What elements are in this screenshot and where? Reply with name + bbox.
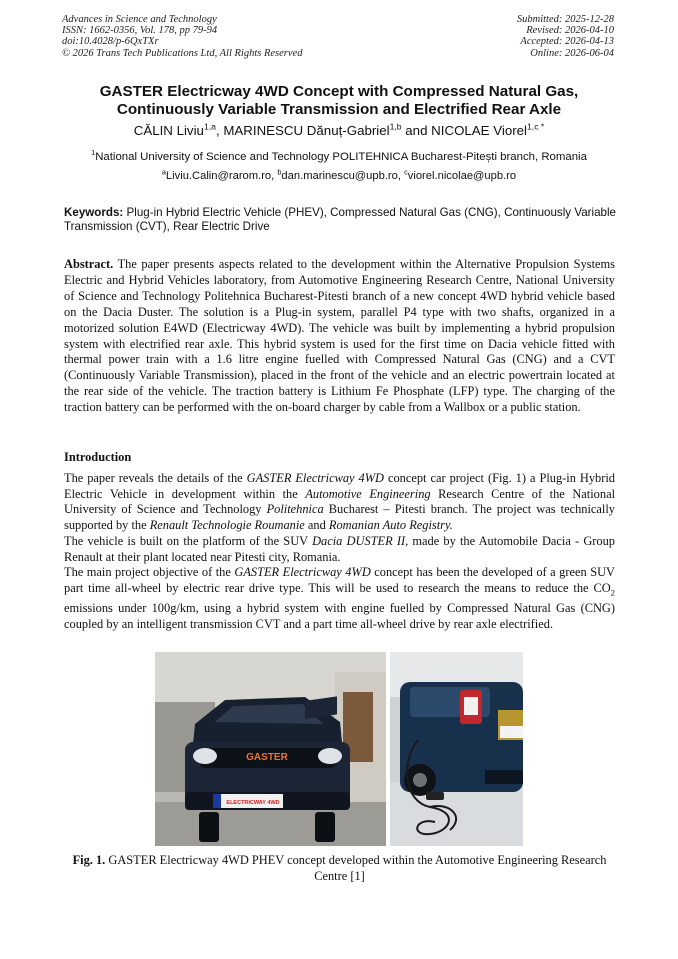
text-run: concept has been the developed of a green SUV part time all-wheel by electric rear drive type. This will be used to research the means to reduce the CO [64,565,615,595]
keywords [64,206,616,234]
italic-run: GASTER Electricway 4WD [234,565,371,580]
subscript: 2 [610,587,615,598]
italic-run: Romanian Auto Registry. [328,518,453,533]
online-date: Online: 2026-06-04 [530,47,614,59]
email-mark-c: c [404,167,408,177]
title-line-2: Continuously Variable Transmission and Electrified Rear Axle [116,101,562,118]
text-run: The paper reveals the details of the [64,471,247,485]
italic-run: Politehnica [266,502,324,517]
issn-line: ISSN: 1662-0356, Vol. 178, pp 79-94 [62,25,218,37]
figure-label: Fig. 1. [72,853,106,867]
author-1-affiliation-mark: 1,a [203,121,216,132]
author-2-affiliation-mark: 1,b [389,121,402,132]
abstract-label: Abstract. [64,257,114,271]
email-link-a[interactable]: Liviu.Calin@rarom.ro [165,170,272,182]
text-run: The vehicle is built on the platform of the SUV [64,533,313,548]
revised-date: Revised: 2026-04-10 [526,25,614,37]
text-run: Bucharest – Pitesti branch. The project was technically supported by the [64,502,615,533]
intro-paragraph-1 [64,471,615,534]
plate-text: ELECTRICWAY 4WD [226,800,280,806]
section-heading-introduction: Introduction [64,450,132,464]
journal-name: Advances in Science and Technology [62,14,217,25]
italic-run: Renault Technologie Roumanie [149,518,305,533]
email-mark-a: a [161,167,166,177]
paper-title [40,83,638,119]
text-run: and [304,518,329,533]
affiliation [30,148,648,164]
email-link-b[interactable]: dan.marinescu@upb.ro [281,170,398,182]
email-separator: , [271,170,278,182]
author-1: CĂLIN Liviu [133,123,204,138]
author-separator: and [401,123,432,138]
author-2: MARINESCU Dănuț-Gabriel [223,123,390,138]
keywords-text: Plug-in Hybrid Electric Vehicle (PHEV), Compressed Natural Gas (CNG), Continuously Variable Transmission (CVT), Rear Electric Drive [64,206,616,234]
text-run: made by the Automobile Dacia - Group Renault at their plant located near Pitesti city, Romania. [64,533,616,564]
dates-header [517,14,614,59]
email-list [30,167,648,183]
figure-1-photo-rear [390,652,523,846]
email-link-c[interactable]: viorel.nicolae@upb.ro [407,170,517,182]
text-run: concept car project (Fig. 1) a Plug-in Hybrid Electric Vehicle in development within the [64,471,616,501]
author-separator: , [215,123,224,138]
figure-1-photo-front [155,652,386,846]
email-mark-b: b [277,167,282,177]
figure-1-caption [64,853,615,884]
affiliation-text: National University of Science and Technology POLITEHNICA Bucharest-Pitești branch, Romania [95,151,587,163]
author-list [30,123,648,139]
accepted-date: Accepted: 2026-04-13 [520,36,614,48]
email-separator: , [397,170,405,182]
keywords-label: Keywords: [64,206,124,219]
journal-header [62,14,302,59]
italic-run: Dacia DUSTER II, [312,533,409,548]
abstract [64,257,615,416]
italic-run: GASTER Electricway 4WD [246,471,384,485]
text-run: Research Centre of the National University of Science and Technology [64,486,616,517]
copyright-line: © 2026 Trans Tech Publications Ltd, All Rights Reserved [62,47,303,59]
affiliation-mark: 1 [91,148,96,158]
doi-line[interactable]: doi:10.4028/p-6QxTXr [62,36,159,48]
submitted-date: Submitted: 2025-12-28 [516,14,614,25]
text-run: emissions under 100g/km, using a hybrid system with engine fuelled by Compressed Natural Gas (CNG) coupled by an intelligent transmission CVT and a part time all-wheel drive by rear axle electrified. [64,601,615,631]
title-line-1: GASTER Electricway 4WD Concept with Compressed Natural Gas, [99,83,579,100]
abstract-text: The paper presents aspects related to the development within the Alternative Propulsion Systems Electric and Hybrid Vehicles laboratory, from Automotive Engineering Research Centre, National University of Science and Technology Politehnica Bucharest-Pitesti branch of a new concept 4WD hybrid vehicle based on the Dacia Duster. The solution is a Plug-in system, parallel P4 type with two shafts, organized in a motorized solution E4WD (Electricway 4WD). The vehicle was built by implementing a hybrid propulsion system with electrified rear axle. This hybrid system is used for the first time on Dacia vehicle fitted with thermal power train with a 1.6 litre engine fuelled with Compressed Natural Gas (CNG) and a CVT (Continuously Variable Transmission), placed in the front of the vehicle and an electric powertrain located at the rear side of the vehicle. The traction battery is Lithium Fe Phosphate (LFP) type. The charging of the traction battery can be performed with the on-board charger by cable from a Wallbox or a public station. [64,257,615,415]
grille-badge-text: GASTER [246,752,288,763]
italic-run: Automotive Engineering [305,486,431,501]
figure-caption-text: GASTER Electricway 4WD PHEV concept developed within the Automotive Engineering Research Centre [1] [108,853,607,883]
intro-paragraph-2 [64,534,615,565]
introduction-body [64,471,615,633]
text-run: The main project objective of the [64,565,235,580]
intro-paragraph-3 [64,565,615,632]
author-3: NICOLAE Viorel [431,123,527,138]
author-3-affiliation-mark: 1,c * [527,121,545,132]
